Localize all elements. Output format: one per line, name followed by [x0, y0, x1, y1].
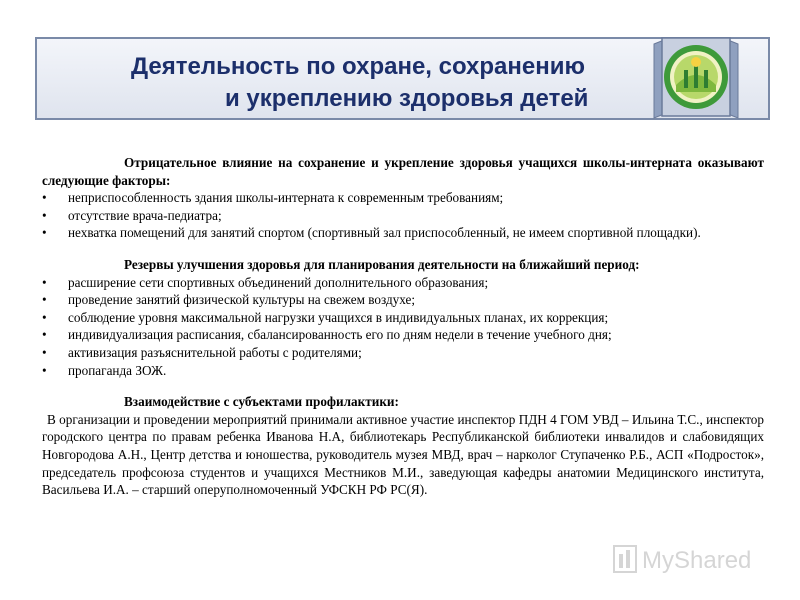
list-item: • расширение сети спортивных объединений дополнительного образования;	[42, 274, 764, 292]
watermark-text: MyShared	[642, 547, 752, 574]
reserves-heading: Резервы улучшения здоровья для планирования деятельности на ближайший период:	[124, 256, 640, 272]
factors-list	[42, 189, 764, 242]
factors-intro: Отрицательное влияние на сохранение и укрепление здоровья учащихся школы-интерната оказывают следующие факторы:	[42, 155, 764, 188]
title-line-2: и укреплению здоровья детей	[225, 85, 589, 112]
interaction-heading: Взаимодействие с субъектами профилактики:	[124, 394, 399, 410]
list-item: • отсутствие врача-педиатра;	[42, 207, 764, 225]
list-item: • проведение занятий физической культуры на свежем воздухе;	[42, 291, 764, 309]
school-emblem-icon	[646, 30, 746, 128]
list-item: • нехватка помещений для занятий спортом (спортивный зал приспособленный, не имеем спортивной площадки).	[42, 224, 764, 242]
watermark-logo-icon	[612, 538, 772, 578]
interaction-paragraph: В организации и проведении мероприятий принимали активное участие инспектор ПДН 4 ГОМ УВД – Ильина Т.С., инспектор городского центра по правам ребенка Иванова Н.А, библиотекарь Республиканской библиотеки инвалидов и слабовидящих Новгородова А.Н., Центр детства и юношества, руководитель музея МВД, врач – нарколог Ступаченко Р.Б., АСП «Подросток», председатель профсоюза студентов и учащихся Местников М.И., заведующая кафедры анатомии Медицинского института, Васильева И.А. – старший оперуполномоченный УФСКН РФ РС(Я).	[42, 411, 764, 498]
list-item: • соблюдение уровня максимальной нагрузки учащихся в индивидуальных планах, их коррекция;	[42, 309, 764, 327]
document-body	[42, 154, 764, 499]
reserves-list	[42, 274, 764, 380]
list-item: • неприспособленность здания школы-интерната к современным требованиям;	[42, 189, 764, 207]
list-item: • пропаганда ЗОЖ.	[42, 362, 764, 380]
interaction-text	[42, 411, 764, 499]
title-line-1: Деятельность по охране, сохранению	[131, 53, 585, 80]
list-item: • индивидуализация расписания, сбалансированность его по дням недели в течение учебного дня;	[42, 326, 764, 344]
list-item: • активизация разъяснительной работы с родителями;	[42, 344, 764, 362]
